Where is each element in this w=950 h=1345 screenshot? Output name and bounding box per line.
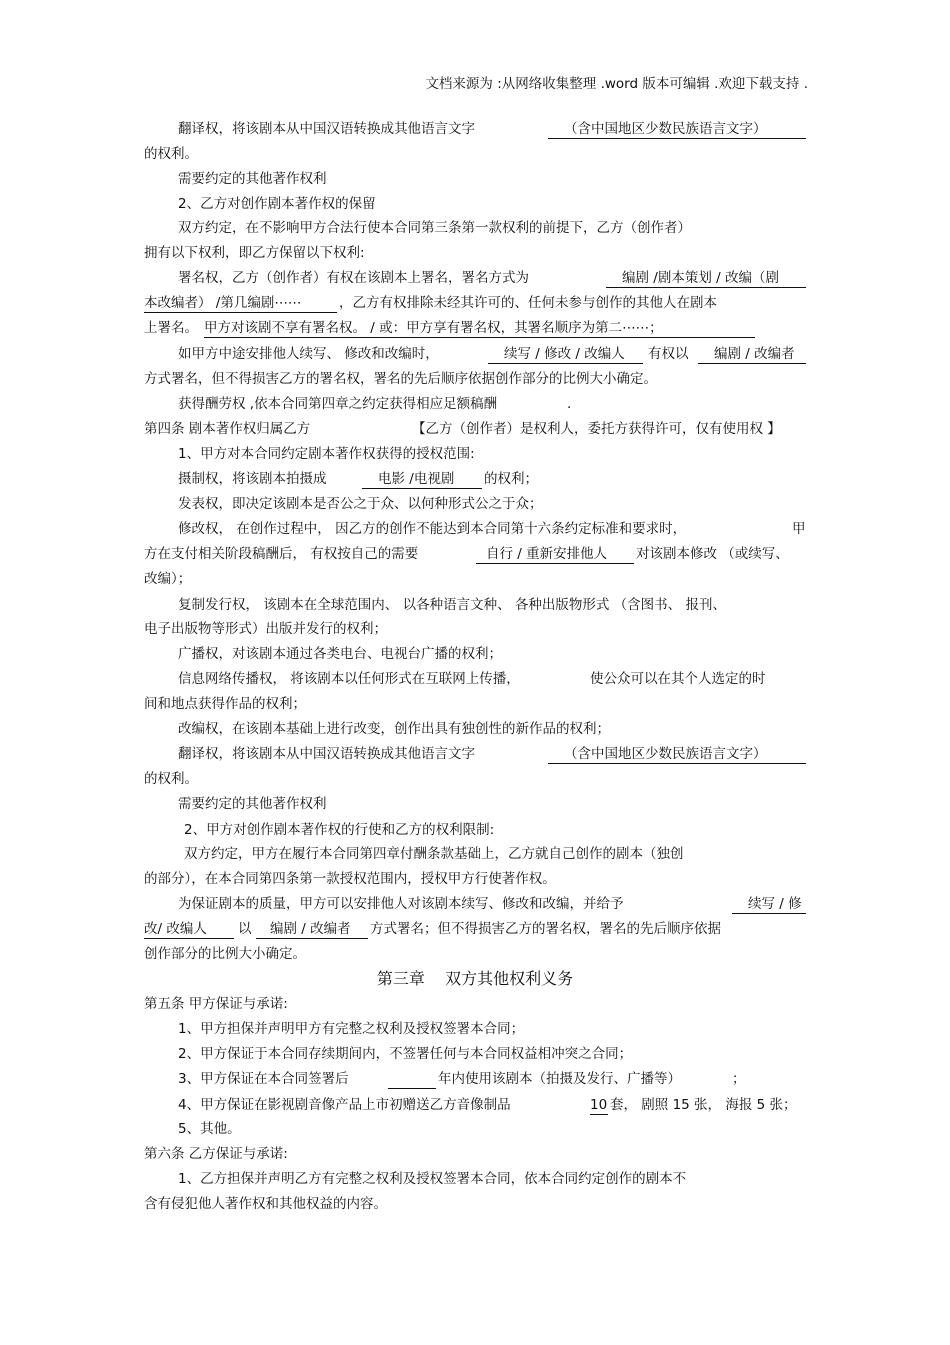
underlined-field: 编剧 / 改编者	[714, 346, 795, 362]
text-line: 信息网络传播权， 将该剧本以任何形式在互联网上传播，	[178, 671, 520, 687]
text-line: 改编权，在该剧本基础上进行改变，创作出具有独创性的新作品的权利；	[178, 721, 610, 737]
text-line: 发表权，即决定该剧本是否公之于众、以何种形式公之于众；	[178, 496, 543, 512]
text-line: 5、其他。	[178, 1121, 241, 1137]
underline	[548, 138, 806, 139]
text-line: 使公众可以在其个人选定的时	[590, 671, 766, 687]
underlined-field: 续写 / 修	[748, 896, 802, 912]
underlined-field: 电影 /电视剧	[378, 471, 455, 487]
text-line: 获得酬劳权 ,依本合同第四章之约定获得相应足额稿酬	[178, 396, 498, 412]
article-heading: 第五条 甲方保证与承诺:	[144, 996, 288, 1012]
text-line: 含有侵犯他人著作权和其他权益的内容。	[144, 1196, 387, 1212]
text-line: 上署名。	[144, 320, 198, 336]
underline	[204, 337, 755, 338]
text-line: 翻译权，将该剧本从中国汉语转换成其他语言文字	[178, 746, 475, 762]
underline	[590, 1114, 608, 1115]
text-line: 间和地点获得作品的权利；	[144, 696, 306, 712]
text-line: 有权以	[648, 346, 689, 362]
text-line: 的权利。	[144, 146, 198, 162]
underlined-field: 编剧 / 改编者	[270, 921, 351, 937]
underlined-field: 自行 / 重新安排他人	[486, 546, 608, 562]
text-line: ；	[732, 1071, 746, 1087]
underlined-field: （含中国地区少数民族语言文字）	[564, 121, 767, 137]
text-line: 需要约定的其他著作权利	[178, 171, 327, 187]
underline	[698, 363, 806, 364]
text-line: .	[567, 396, 572, 412]
article-heading: 第六条 乙方保证与承诺:	[144, 1146, 288, 1162]
underline	[144, 938, 234, 939]
underlined-field: 改/ 改编人	[144, 921, 207, 937]
text-line: 双方约定，在不影响甲方合法行使本合同第三条第一款权利的前提下，乙方（创作者）	[178, 220, 691, 236]
underline	[488, 363, 643, 364]
text-line: 1、甲方对本合同约定剧本著作权获得的授权范围:	[178, 446, 475, 462]
underline	[476, 563, 634, 564]
text-line: 复制发行权， 该剧本在全球范围内、 以各种语言文种、 各种出版物形式 （含图书、 报刊、	[178, 597, 726, 613]
text-line: 的权利。	[144, 771, 198, 787]
text-line: 的部分），在本合同第四条第一款授权范围内，授权甲方行使著作权。	[144, 871, 556, 887]
text-line: 如甲方中途安排他人续写、 修改和改编时，	[178, 346, 439, 362]
text-line: 甲	[792, 521, 806, 537]
text-line: 年内使用该剧本（拍摄及发行、广播等）	[438, 1071, 681, 1087]
underlined-field: （含中国地区少数民族语言文字）	[564, 746, 767, 762]
text-line: 套， 剧照 15 张， 海报 5 张；	[610, 1097, 797, 1113]
text-line: 翻译权，将该剧本从中国汉语转换成其他语言文字	[178, 121, 475, 137]
underline	[256, 938, 368, 939]
text-line: 4、甲方保证在影视剧音像产品上市初赠送乙方音像制品	[178, 1097, 511, 1113]
underlined-field: 10	[590, 1097, 608, 1113]
text-line: 的权利；	[484, 471, 538, 487]
blank-underline	[388, 1088, 436, 1089]
text-line: 对该剧本修改 （或续写、	[636, 546, 789, 562]
text-line: 方式署名，但不得损害乙方的署名权，署名的先后顺序依据创作部分的比例大小确定。	[144, 371, 657, 387]
text-line: 修改权， 在创作过程中， 因乙方的创作不能达到本合同第十六条约定标准和要求时，	[178, 521, 687, 537]
underline	[144, 312, 337, 313]
underlined-field: 本改编者） /第几编剧⋯⋯	[144, 295, 302, 311]
text-line: 创作部分的比例大小确定。	[144, 946, 306, 962]
text-line: 电子出版物等形式）出版并发行的权利；	[144, 621, 387, 637]
text-line: 方式署名；但不得损害乙方的署名权，署名的先后顺序依据	[370, 921, 721, 937]
text-line: 2、甲方对创作剧本著作权的行使和乙方的权利限制:	[184, 822, 495, 838]
text-line: 1、乙方担保并声明乙方有完整之权利及授权签署本合同，依本合同约定创作的剧本不	[178, 1171, 687, 1187]
underline	[606, 287, 806, 288]
underline	[732, 913, 806, 914]
underlined-field: 甲方对该剧不享有署名权。 / 或：甲方享有署名权，其署名顺序为第二⋯⋯；	[204, 320, 663, 336]
text-line: 需要约定的其他著作权利	[178, 796, 327, 812]
chapter-heading: 第三章 双方其他权利义务	[376, 969, 574, 988]
text-line: 3、甲方保证在本合同签署后	[178, 1071, 349, 1087]
text-line: 方在支付相关阶段稿酬后， 有权按自己的需要	[144, 546, 419, 562]
text-line: 双方约定，甲方在履行本合同第四章付酬条款基础上，乙方就自己创作的剧本（独创	[184, 846, 684, 862]
article-heading: 第四条 剧本著作权归属乙方	[144, 421, 311, 437]
text-line: 拥有以下权利，即乙方保留以下权利:	[144, 245, 365, 261]
page-header: 文档来源为 :从网络收集整理 .word 版本可编辑 .欢迎下载支持 .	[425, 76, 808, 92]
text-line: 2、甲方保证于本合同存续期间内，不签署任何与本合同权益相冲突之合同；	[178, 1046, 633, 1062]
text-line: 署名权，乙方（创作者）有权在该剧本上署名，署名方式为	[178, 270, 529, 286]
underlined-field: 编剧 /剧本策划 / 改编（剧	[622, 270, 779, 286]
underlined-field: 续写 / 修改 / 改编人	[504, 346, 625, 362]
text-line: 【乙方（创作者）是权利人，委托方获得许可，仅有使用权 】	[412, 421, 781, 437]
text-line: 为保证剧本的质量，甲方可以安排他人对该剧本续写、修改和改编，并给予	[178, 896, 624, 912]
text-line: 摄制权，将该剧本拍摄成	[178, 471, 327, 487]
text-line: 改编）；	[144, 571, 192, 587]
text-line: 以	[238, 921, 252, 937]
underline	[362, 488, 482, 489]
underline	[548, 763, 806, 764]
text-line: 1、甲方担保并声明甲方有完整之权利及授权签署本合同；	[178, 1021, 525, 1037]
text-line: ，乙方有权排除未经其许可的、任何未参与创作的其他人在剧本	[339, 295, 717, 311]
text-line: 2、乙方对创作剧本著作权的保留	[178, 196, 376, 212]
text-line: 广播权，对该剧本通过各类电台、电视台广播的权利；	[178, 646, 502, 662]
